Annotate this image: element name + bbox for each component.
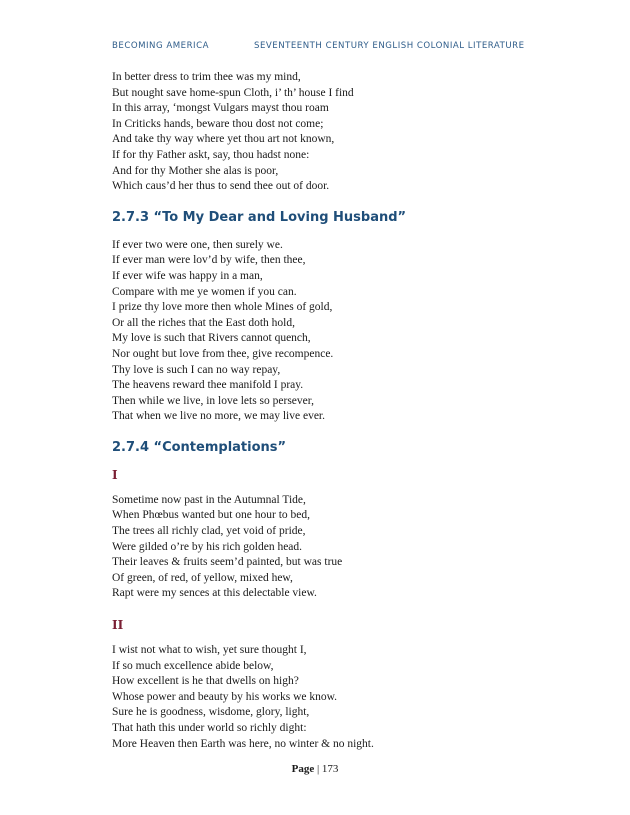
page-separator: | [316,763,320,775]
poem-loving-husband [112,238,532,425]
verse-line: Rapt were my sences at this delectable view. [112,587,317,600]
header-book-title: BECOMING AMERICA [112,41,209,51]
verse-line: Sometime now past in the Autumnal Tide, [112,493,306,506]
page-content [112,70,532,752]
verse-line: Or all the riches that the East doth hold, [112,316,295,329]
verse-line: My love is such that Rivers cannot quench, [112,332,311,345]
verse-line: Their leaves & fruits seem’d painted, but was true [112,556,343,569]
verse-line: But nought save home-spun Cloth, i’ th’ house I find [112,86,354,99]
section-heading-2-7-4: 2.7.4 “Contemplations” [112,439,287,455]
verse-line: How excellent is he that dwells on high? [112,675,299,688]
verse-line: That hath this under world so richly dight: [112,722,307,734]
verse-line: And for thy Mother she alas is poor, [112,164,279,177]
verse-line: In Criticks hands, beware thou dost not come; [112,117,324,130]
verse-line: If for thy Father askt, say, thou hadst none: [112,148,310,161]
page-footer [0,763,630,775]
header-chapter-title: SEVENTEENTH CENTURY ENGLISH COLONIAL LITERATURE [254,41,525,51]
verse-line: I wist not what to wish, yet sure thought I, [112,644,307,657]
verse-line: Were gilded o’re by his rich golden head. [112,540,303,553]
section-heading-2-7-3: 2.7.3 “To My Dear and Loving Husband” [112,209,407,225]
verse-line: The trees all richly clad, yet void of pride, [112,525,306,538]
verse-line: Thy love is such I can no way repay, [112,363,281,376]
part-heading-i: I [112,467,118,482]
verse-line: More Heaven then Earth was here, no winter & no night. [112,737,374,750]
page-label: Page [291,763,315,775]
verse-line: If ever man were lov’d by wife, then thee, [112,254,306,267]
verse-line: Whose power and beauty by his works we know. [112,690,338,703]
contemplations-stanza-1 [112,493,532,602]
verse-line: The heavens reward thee manifold I pray. [112,379,304,392]
part-heading-ii: II [112,618,124,633]
verse-line: Compare with me ye women if you can. [112,285,297,298]
verse-line: Sure he is goodness, wisdome, glory, light, [112,706,310,719]
poem-continuation [112,70,532,195]
verse-line: That when we live no more, we may live ever. [112,410,325,423]
verse-line: And take thy way where yet thou art not known, [112,133,335,146]
verse-line: Which caus’d her thus to send thee out of door. [112,180,330,193]
verse-line: In this array, ‘mongst Vulgars mayst thou roam [112,102,329,115]
running-header [112,41,530,55]
verse-line: When Phœbus wanted but one hour to bed, [112,509,311,522]
page-number: 173 [321,763,339,775]
verse-line: If ever wife was happy in a man, [112,269,263,282]
contemplations-stanza-2 [112,643,532,752]
verse-line: If so much excellence abide below, [112,659,274,672]
verse-line: Then while we live, in love lets so persever, [112,394,315,407]
verse-line: Of green, of red, of yellow, mixed hew, [112,571,293,584]
verse-line: If ever two were one, then surely we. [112,238,283,251]
verse-line: Nor ought but love from thee, give recompence. [112,347,334,360]
verse-line: In better dress to trim thee was my mind, [112,71,301,83]
verse-line: I prize thy love more then whole Mines of gold, [112,301,333,314]
